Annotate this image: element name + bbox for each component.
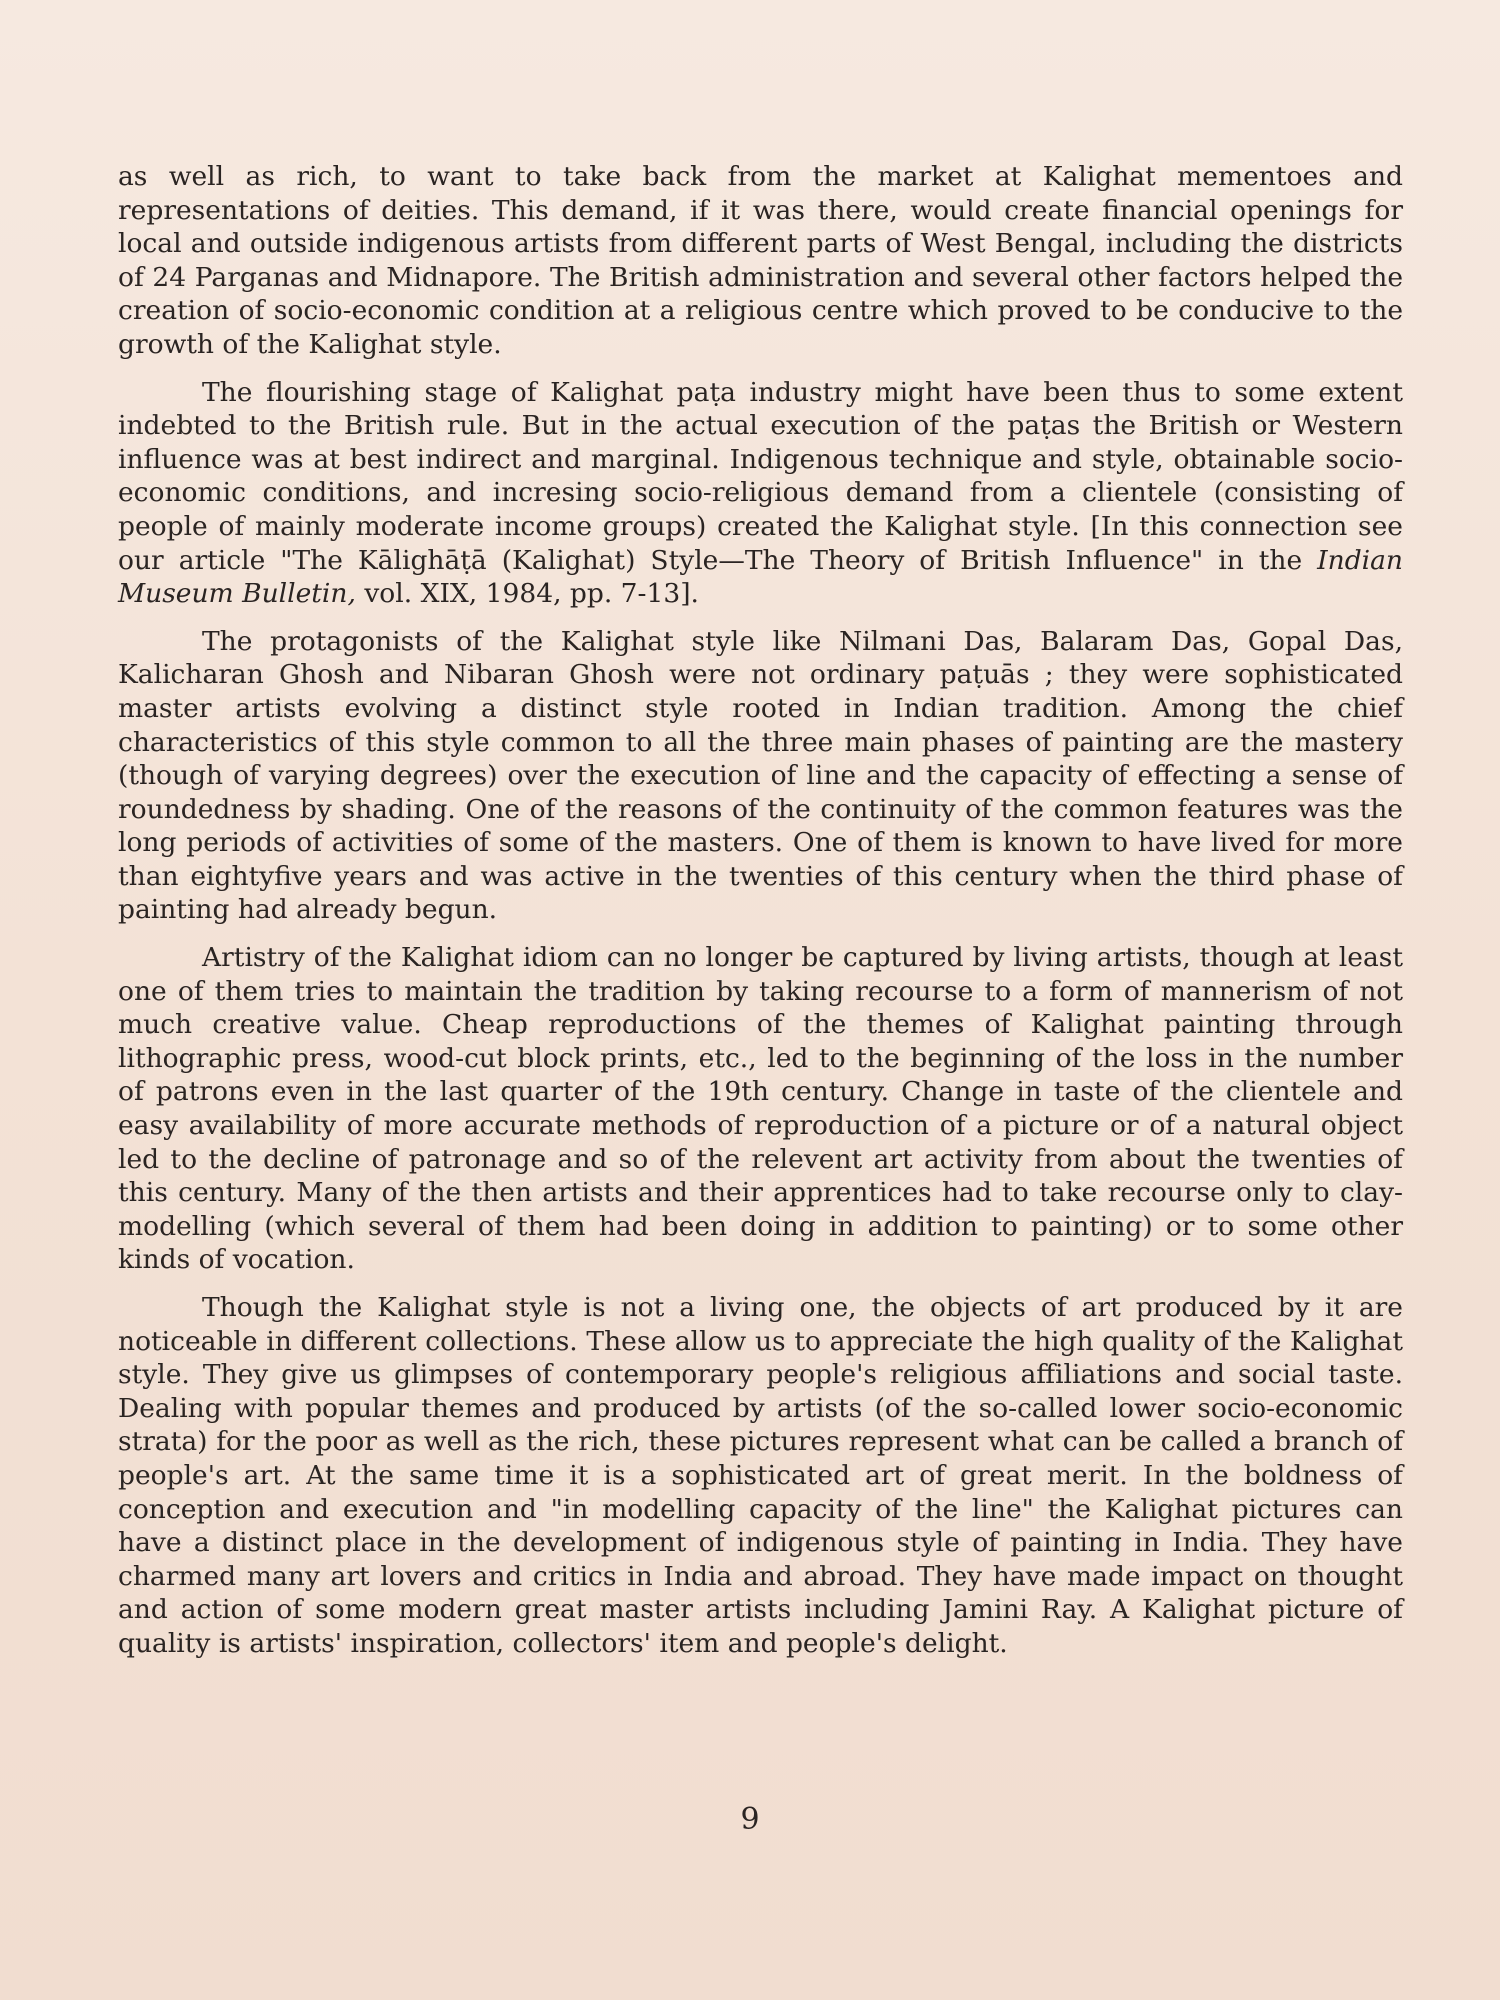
journal-title: Indian Museum Bulletin, <box>118 544 1403 610</box>
page-number: 9 <box>740 1802 760 1837</box>
paragraph-2-text: The flourishing stage of Kalighat paṭa industry might have been thus to some extent indebted to the British rule. But in the actual execution of the paṭas the British or Western influence was at best indirect and marginal. Indigenous technique and style, obtainable socio-economic conditions, and incresing socio-religious demand from a clientele (consisting of people of mainly moderate income groups) created the Kalighat style. [In this connection see our article "The Kālighāṭā (Kalighat) Style—The Theory of British Influence" in the <box>118 376 1403 576</box>
body-text <box>118 160 1403 1675</box>
paragraph-5: Though the Kalighat style is not a living one, the objects of art produced by it are noticeable in different collections. These allow us to appreciate the high quality of the Kalighat style. They give us glimpses of contemporary people's religious affiliations and social taste. Dealing with popular themes and produced by artists (of the so-called lower socio-economic strata) for the poor as well as the rich, these pictures represent what can be called a branch of people's art. At the same time it is a sophisticated art of great merit. In the boldness of conception and execution and "in modelling capacity of the line" the Kalighat pictures can have a distinct place in the development of indigenous style of painting in India. They have charmed many art lovers and critics in India and abroad. They have made impact on thought and action of some modern great master artists including Jamini Ray. A Kalighat picture of quality is artists' inspiration, collectors' item and people's delight. <box>118 1292 1403 1659</box>
paragraph-2 <box>118 376 1403 611</box>
paragraph-3: The protagonists of the Kalighat style like Nilmani Das, Balaram Das, Gopal Das, Kalicharan Ghosh and Nibaran Ghosh were not ordinary paṭuās ; they were sophisticated master artists evolving a distinct style rooted in Indian tradition. Among the chief characteristics of this style common to all the three main phases of painting are the mastery (though of varying degrees) over the execution of line and the capacity of effecting a sense of roundedness by shading. One of the reasons of the continuity of the common features was the long periods of activities of some of the masters. One of them is known to have lived for more than eightyfive years and was active in the twenties of this century when the third phase of painting had already begun. <box>118 625 1403 926</box>
paragraph-4: Artistry of the Kalighat idiom can no longer be captured by living artists, though at least one of them tries to maintain the tradition by taking recourse to a form of mannerism of not much creative value. Cheap reproductions of the themes of Kalighat painting through lithographic press, wood-cut block prints, etc., led to the beginning of the loss in the number of patrons even in the last quarter of the 19th century. Change in taste of the clientele and easy availability of more accurate methods of reproduction of a picture or of a natural object led to the decline of patronage and so of the relevent art activity from about the twenties of this century. Many of the then artists and their apprentices had to take recourse only to clay-modelling (which several of them had been doing in addition to painting) or to some other kinds of vocation. <box>118 942 1403 1276</box>
paragraph-1: as well as rich, to want to take back from the market at Kalighat mementoes and representations of deities. This demand, if it was there, would create financial openings for local and outside indigenous artists from different parts of West Bengal, including the districts of 24 Parganas and Midnapore. The British administration and several other factors helped the creation of socio-economic condition at a religious centre which proved to be conducive to the growth of the Kalighat style. <box>118 161 1403 360</box>
paragraph-2-citation: vol. XIX, 1984, pp. 7-13]. <box>355 578 699 610</box>
